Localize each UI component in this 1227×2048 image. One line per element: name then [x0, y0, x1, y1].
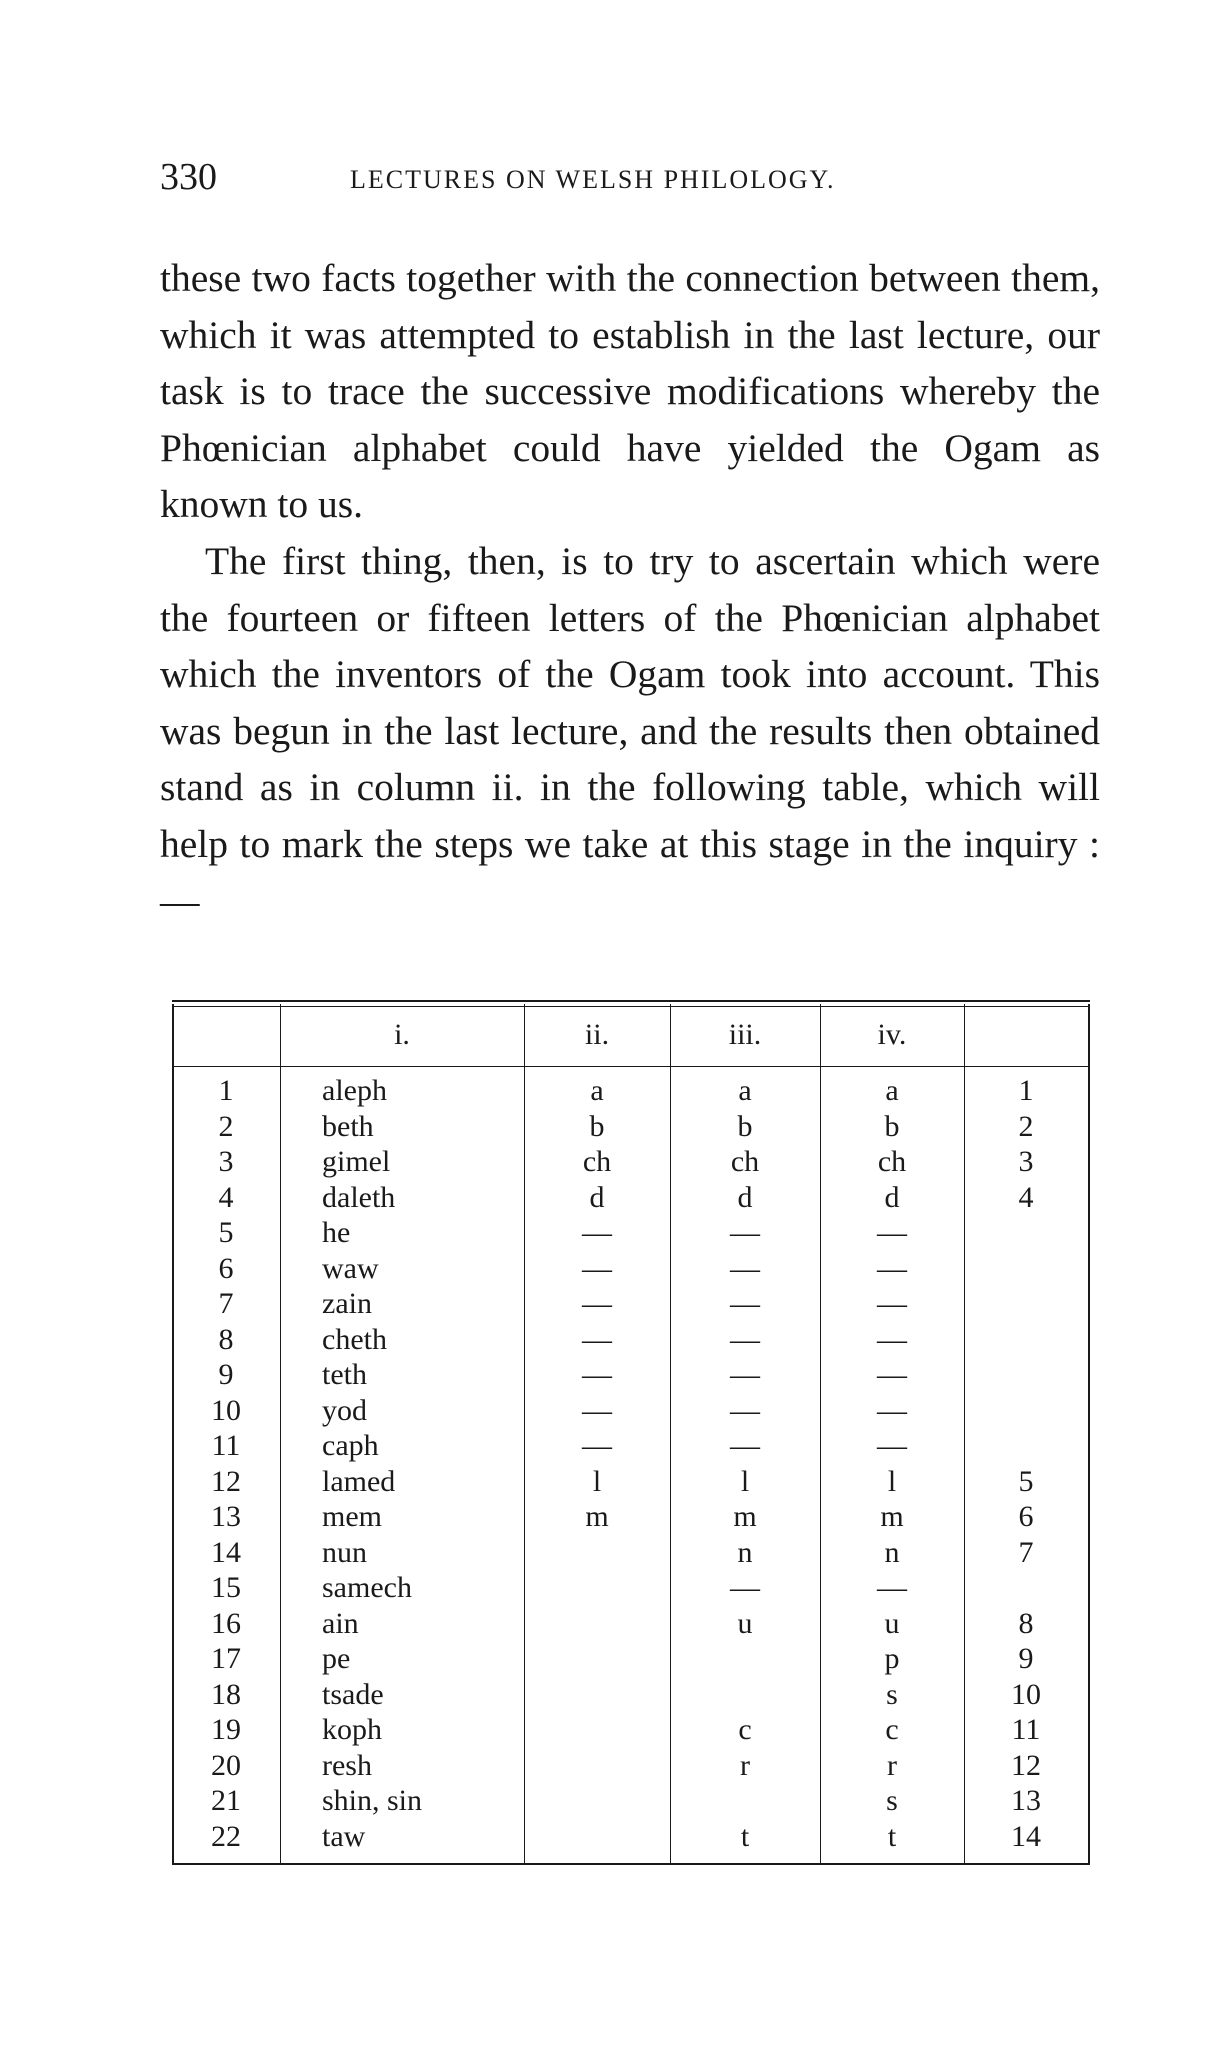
cell-col-iii: —	[730, 1216, 760, 1249]
cell-col-ii: ch	[582, 1145, 612, 1178]
cell-col-ii: —	[582, 1216, 612, 1249]
cell-col-iv: —	[877, 1358, 907, 1391]
cell-col-iv: —	[877, 1429, 907, 1462]
alphabet-table	[172, 1000, 1090, 1865]
table-right-border	[1088, 1004, 1090, 1864]
cell-letter-name: samech	[322, 1571, 412, 1604]
cell-ogam-number: 6	[1018, 1500, 1034, 1533]
cell-col-iii: —	[730, 1287, 760, 1320]
cell-index: 16	[211, 1606, 241, 1640]
cell-letter-name: yod	[322, 1393, 367, 1427]
cell-col-iv: p	[884, 1642, 900, 1675]
cell-col-iv: r	[887, 1748, 897, 1782]
cell-index: 22	[211, 1819, 241, 1853]
cell-letter-name: taw	[322, 1819, 366, 1853]
cell-letter-name: shin, sin	[322, 1784, 423, 1817]
cell-ogam-number: 9	[1018, 1642, 1034, 1675]
cell-letter-name: koph	[322, 1713, 382, 1746]
cell-col-iv: —	[877, 1393, 907, 1427]
cell-col-iv: d	[884, 1180, 900, 1214]
cell-index: 6	[218, 1251, 234, 1285]
cell-letter-name: beth	[322, 1109, 374, 1143]
table-top-rule-inner	[172, 1006, 1090, 1007]
cell-col-ii: a	[590, 1074, 604, 1107]
cell-index: 17	[211, 1642, 241, 1675]
cell-col-iii: r	[740, 1748, 750, 1782]
cell-col-ii: l	[592, 1464, 602, 1498]
cell-letter-name: pe	[322, 1642, 351, 1675]
cell-letter-name: mem	[322, 1500, 382, 1533]
cell-ogam-number: 11	[1011, 1713, 1041, 1746]
cell-col-ii: —	[582, 1358, 612, 1391]
cell-index: 7	[218, 1287, 234, 1320]
cell-letter-name: he	[322, 1216, 351, 1249]
cell-letter-name: waw	[322, 1251, 379, 1285]
cell-col-ii: —	[582, 1429, 612, 1462]
cell-col-iii: t	[740, 1819, 750, 1853]
cell-letter-name: resh	[322, 1748, 372, 1782]
body-text	[160, 250, 1100, 929]
cell-ogam-number: 13	[1011, 1784, 1041, 1817]
cell-col-ii: m	[585, 1500, 609, 1533]
cell-ogam-number: 4	[1018, 1180, 1034, 1214]
cell-col-iv: s	[886, 1784, 898, 1817]
paragraph-2: The first thing, then, is to try to ascertain which were the fourteen or fifteen letters of the Phœnician alphabet which the inventors of the Ogam took into account. This was begun in the last lecture, and the results then obtained stand as in column ii. in the following table, which will help to mark the steps we take at this stage in the inquiry :—	[160, 538, 1100, 923]
cell-index: 10	[211, 1393, 241, 1427]
cell-col-iv: u	[884, 1606, 900, 1640]
cell-index: 14	[211, 1535, 241, 1569]
cell-col-ii: —	[582, 1251, 612, 1285]
cell-col-iv: —	[877, 1216, 907, 1249]
cell-col-iv: n	[884, 1535, 900, 1569]
cell-col-iv: c	[885, 1713, 899, 1746]
cell-col-iii: m	[733, 1500, 757, 1533]
cell-letter-name: zain	[322, 1287, 372, 1320]
cell-index: 20	[211, 1748, 241, 1782]
cell-index: 9	[218, 1358, 234, 1391]
cell-col-iii: d	[737, 1180, 753, 1214]
page-number: 330	[160, 156, 217, 198]
cell-index: 13	[211, 1500, 241, 1533]
cell-col-ii: —	[582, 1393, 612, 1427]
cell-col-ii: —	[582, 1322, 612, 1356]
paragraph-1: these two facts together with the connection between them, which it was attempted to establish in the last lecture, our task is to trace the successive modifications whereby the Phœnician alphabet could have yielded the Ogam as known to us.	[160, 256, 1100, 527]
cell-col-iii: —	[730, 1429, 760, 1462]
cell-col-iii: a	[738, 1074, 752, 1107]
col-head-iv: iv.	[877, 1018, 907, 1051]
cell-index: 11	[211, 1429, 241, 1462]
header-bottom-rule	[172, 1066, 1090, 1067]
cell-ogam-number: 2	[1018, 1109, 1034, 1143]
cell-index: 3	[218, 1145, 234, 1178]
cell-letter-name: tsade	[322, 1677, 384, 1711]
cell-letter-name: daleth	[322, 1180, 396, 1214]
cell-letter-name: nun	[322, 1535, 367, 1569]
cell-letter-name: aleph	[322, 1074, 387, 1107]
running-head	[160, 155, 1100, 205]
cell-index: 19	[211, 1713, 241, 1746]
cell-index: 4	[218, 1180, 234, 1214]
running-title: LECTURES ON WELSH PHILOLOGY.	[350, 165, 836, 194]
table-top-rule	[172, 1000, 1090, 1002]
cell-ogam-number: 8	[1018, 1606, 1034, 1640]
cell-col-iii: —	[730, 1571, 760, 1604]
cell-index: 21	[211, 1784, 241, 1817]
cell-index: 8	[218, 1322, 234, 1356]
cell-col-iv: b	[884, 1109, 900, 1143]
cell-ogam-number: 1	[1018, 1074, 1034, 1107]
cell-col-iii: —	[730, 1251, 760, 1285]
cell-col-iii: —	[730, 1393, 760, 1427]
cell-ogam-number: 10	[1011, 1677, 1041, 1711]
col-head-iii: iii.	[728, 1018, 762, 1051]
cell-index: 12	[211, 1464, 241, 1498]
col-head-i: i.	[394, 1018, 410, 1051]
cell-index: 5	[218, 1216, 234, 1249]
cell-col-iv: —	[877, 1322, 907, 1356]
cell-col-iv: a	[885, 1074, 899, 1107]
cell-index: 2	[218, 1109, 234, 1143]
cell-ogam-number: 3	[1018, 1145, 1034, 1178]
cell-ogam-number: 7	[1018, 1535, 1034, 1569]
cell-letter-name: cheth	[322, 1322, 387, 1356]
cell-index: 1	[218, 1074, 234, 1107]
cell-col-iii: c	[738, 1713, 752, 1746]
cell-letter-name: ain	[322, 1606, 359, 1640]
cell-index: 18	[211, 1677, 241, 1711]
cell-col-iv: —	[877, 1251, 907, 1285]
cell-col-iv: ch	[877, 1145, 907, 1178]
cell-col-iii: u	[737, 1606, 753, 1640]
cell-col-iii: ch	[730, 1145, 760, 1178]
cell-col-iii: l	[740, 1464, 750, 1498]
col-head-ii: ii.	[584, 1018, 610, 1051]
col-divider-1	[280, 1004, 281, 1864]
table-bottom-rule	[172, 1863, 1090, 1865]
cell-col-iv: t	[887, 1819, 897, 1853]
cell-col-iii: —	[730, 1358, 760, 1391]
cell-col-ii: d	[589, 1180, 605, 1214]
cell-letter-name: lamed	[322, 1464, 396, 1498]
cell-index: 15	[211, 1571, 241, 1604]
cell-col-ii: b	[589, 1109, 605, 1143]
cell-letter-name: caph	[322, 1429, 379, 1462]
cell-col-iii: n	[737, 1535, 753, 1569]
cell-col-iii: —	[730, 1322, 760, 1356]
cell-letter-name: gimel	[322, 1145, 391, 1178]
cell-letter-name: teth	[322, 1358, 367, 1391]
cell-col-iv: s	[886, 1677, 898, 1711]
cell-col-iii: b	[737, 1109, 753, 1143]
cell-col-iv: l	[887, 1464, 897, 1498]
cell-col-iv: —	[877, 1287, 907, 1320]
cell-col-iv: —	[877, 1571, 907, 1604]
cell-col-iv: m	[880, 1500, 904, 1533]
cell-col-ii: —	[582, 1287, 612, 1320]
cell-ogam-number: 12	[1011, 1748, 1041, 1782]
cell-ogam-number: 5	[1018, 1464, 1034, 1498]
cell-ogam-number: 14	[1011, 1819, 1041, 1853]
